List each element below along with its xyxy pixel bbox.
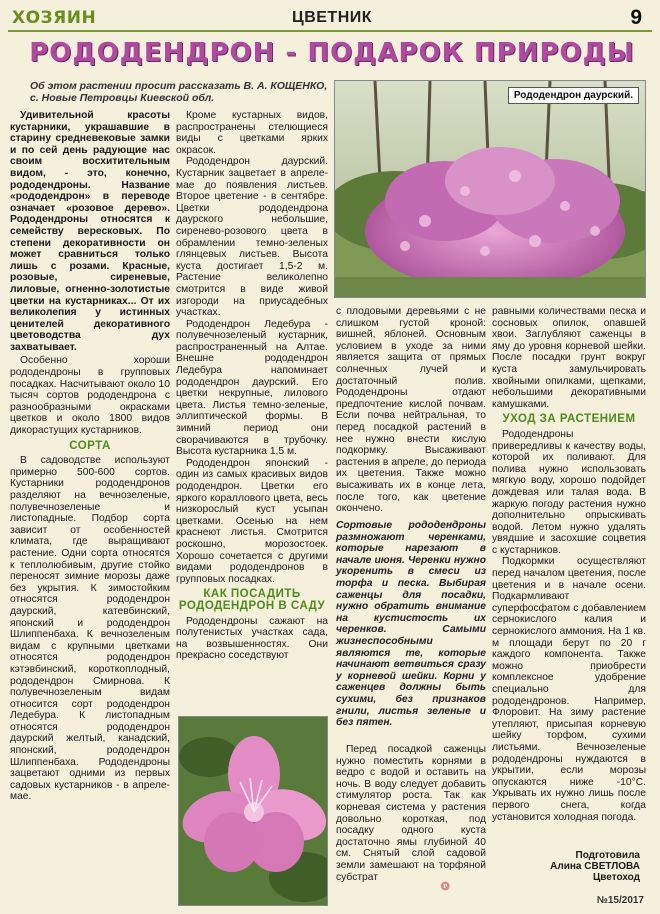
masthead-section: ЦВЕТНИК <box>292 9 373 26</box>
photo-azalea-flower <box>178 716 328 906</box>
callout-cuttings: Сортовые рододендроны размножают черенками, которые нарезают в начале июня. Черенки нужно укоренить в смеси из торфа и песка. Выбирая саженцы для посадки, нужно обратить внимание на кустистость их черенков. Самыми жизнеспособными являются те, которые начинают ветвиться сразу у корневой шейки. Корни у саженцев должны быть сухими, без признаков гнили, листья зеленые и без пятен. <box>336 520 486 729</box>
col4-paragraph-3: Подкормки осуществляют перед началом цветения, после цветения и в начале осени. Подкармливают суперфосфатом с добавлением сернокислого калия и сернокислого аммония. На 1 кв. м площади берут по 20 г каждого компонента. Также можно приобрести комплексное удобрение специально для рододендронов. Например, Флоровит. На зиму растение утепляют, присыпая корневую шейку торфом, сухими листьями. Вечнозеленые рододендроны нуждаются в укрытии, если морозы опускаются ниже -10°С. Укрывать их нужно лишь после первого снега, когда установится холодная погода. <box>492 556 646 823</box>
col3-paragraph-2: Перед посадкой саженцы нужно поместить корнями в ведро с водой и оставить на ночь. В воду следует добавить стимулятор роста. Так как корневая система у растения довольно короткая, под посадку одного куста достаточно ямы глубиной 40 см. Снятый слой садовой земли замешают на торфяной субстрат <box>336 744 486 883</box>
photo-bush-illustration <box>335 81 646 298</box>
col2-paragraph-3: Рододендрон Ледебура - полувечнозеленый кустарник, распространенный на Алтае. Внешне рододендрон Ледебура напоминает рододендрон даурский. Его цветки некрупные, лилового цвета. Листья темно-зеленые, эллиптической формы. В зимний период они сворачиваются в трубочку. Высота кустарника 1,5 м. <box>176 318 328 458</box>
masthead-logo: ХОЗЯИН <box>12 8 97 28</box>
masthead <box>8 6 652 32</box>
issue-number: №15/2017 <box>596 895 644 906</box>
signature-author: Алина СВЕТЛОВА <box>550 861 640 872</box>
subhead-care: УХОД ЗА РАСТЕНИЕМ <box>502 413 636 426</box>
column-2 <box>176 110 328 662</box>
col1-paragraph-2: Особенно хороши рододендроны в групповых посадках. Насчитывают около 10 тысяч сортов рододендрона с разнообразными окрасками цветков и около 1800 видов дикорастущих кустарников. <box>10 355 170 437</box>
col4-paragraph-1: равными количествами песка и сосновых опилок, опавшей хвои. Заглубляют саженцы в яму до уровня корневой шейки. После посадки грунт вокруг куста замульчировать хвойными опилками, щепками, небольшими декоративными камушками. <box>492 306 646 410</box>
col3-paragraph-1: с плодовыми деревьями с не слишком густой кроной: вишней, яблоней. Основным условием в уходе за ними является защита от прямых солнечных лучей и достаточный полив. Рододендроны отдают предпочтение кислой почвам. Если почва нейтральная, то перед посадкой растений в нее нужно внести кислую подкормку. Высаживают растения в апреле, до периода их цветения. Также можно высаживать их в конце лета, после того, как цветение окончено. <box>336 306 486 515</box>
signature-line-3: Цветоход <box>592 872 640 883</box>
page-number: 9 <box>630 6 642 29</box>
col2-paragraph-5: Рододендроны сажают на полутенистых участках сада, на возвышенностях. Они прекрасно соседствуют <box>176 615 328 662</box>
headline: РОДОДЕНДРОН - ПОДАРОК ПРИРОДЫ <box>29 38 635 68</box>
byline <box>30 80 330 104</box>
photo-caption-dahurian: Рододендрон даурский. <box>508 87 639 104</box>
column-3 <box>336 306 486 515</box>
col2-paragraph-1: Кроме кустарных видов, распространены стелющиеся виды с цветками ярких окрасок. <box>176 110 328 156</box>
col2-paragraph-4: Рододендрон японский - один из самых красивых видов рододендрон. Цветки его яркого кораллового цвета, весь низкорослый куст усыпан цветками. Осенью на нем краснеют листья. Смотрится роскошно, морозостоек. Хорошо сочетается с другими видами рододендронов в групповых посадках. <box>176 457 328 585</box>
col4-paragraph-2: Рододендроны привередливы к качеству воды, которой их поливают. Для полива нужно использовать мягкую воду, хорошо подойдет дождевая или талая вода. В жаркую погоду растения нужно дополнительно опрыскивать водой. Летом нужно удалять увядшие и засохшие соцветия с кустарников. <box>492 428 646 556</box>
col2-paragraph-2: Рододендрон даурский. Кустарник зацветает в апреле-мае до появления листьев. Второе цветение - в сентябре. Цветки рододендрона даурского небольшие, сиренево-розового цвета в обрамлении темно-зеленых глянцевых листьев. Высота куста достигает 1,5-2 м. Растение великолепно смотрится в виде живой изгороди на приусадебных участках. <box>176 156 328 319</box>
signature <box>510 850 640 883</box>
watermark-pin-logo <box>440 866 500 906</box>
photo-flower-illustration <box>179 717 328 906</box>
byline-line-1: Об этом растении просит рассказать В. А. КОЩЕНКО, <box>30 80 328 92</box>
subhead-how-to-plant: КАК ПОСАДИТЬ РОДОДЕНДРОН В САДУ <box>178 588 326 612</box>
svg-text:P: P <box>443 883 448 890</box>
subhead-sorta: СОРТА <box>69 439 111 452</box>
photo-dahurian-rhododendron <box>334 80 646 298</box>
byline-line-2: с. Новые Петровцы Киевской обл. <box>30 92 215 104</box>
intro-paragraph: Удивительной красоты кустарники, украшавшие в старину средневековые замки и по сей день радующие нас своим восхитительным видом, - это, конечно, рододендроны. Название «рододендрон» в переводе означает «розовое дерево». Рододендроны относятся к семейству вересковых. По степени декоративности он может сравниться только лишь с розами. Красные, розовые, сиреневые, лиловые, огненно-золотистые цветки на кустарниках... От их великолепия у истинных ценителей декоративного цветоводства дух захватывает. <box>10 110 170 353</box>
col1-paragraph-3: В садоводстве используют примерно 500-600 сортов. Кустарники рододендронов разделяют на вечнозеленые, полувечнозеленые и листопадные. Подбор сорта зависит от особенностей климата, где выращивают растение. Одни сорта относятся к теплолюбивым, другие стойко переносят зимние морозы даже без укрытия. К зимостойким относятся рододендрон даурский, катевбинский, японский и рододендрон Шлиппенбаха. К вечнозеленым видам с крупными цветками относятся рододендрон кэтэвбинский, короткоплодный, рододендрон Смирнова. К полувечнозеленым видам относится сорт рододендрон Ледебура. К листопадным относятся рододендрон даурский желтый, канадский, японский, рододендрон Шлиппенбаха. Рододендроны зацветают одними из первых садовых кустарников - в апреле-мае. <box>10 455 170 803</box>
column-4 <box>492 306 646 823</box>
column-3-lower <box>336 744 486 883</box>
signature-line-1: Подготовила <box>575 850 640 861</box>
column-1 <box>10 110 170 803</box>
